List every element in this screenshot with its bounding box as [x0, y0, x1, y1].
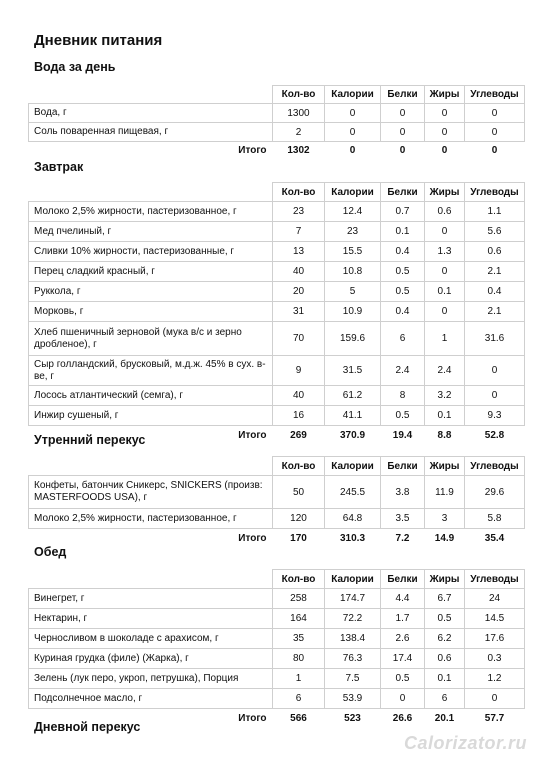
col-fat: Жиры — [425, 457, 465, 476]
qty: 2 — [273, 123, 325, 142]
total-kcal: 310.3 — [339, 533, 366, 545]
qty: 9 — [273, 356, 325, 386]
carbs: 9.3 — [465, 406, 525, 426]
qty: 16 — [273, 406, 325, 426]
kcal: 53.9 — [325, 689, 381, 709]
table-row — [29, 262, 525, 282]
qty: 6 — [273, 689, 325, 709]
fat: 6.7 — [425, 589, 465, 609]
table-water — [28, 85, 525, 160]
col-carbs: Углеводы — [465, 570, 525, 589]
protein: 0 — [381, 689, 425, 709]
table-breakfast — [28, 182, 525, 446]
food-name: Перец сладкий красный, г — [29, 262, 273, 282]
qty: 120 — [273, 509, 325, 529]
food-name: Черносливом в шоколаде с арахисом, г — [29, 629, 273, 649]
col-kcal: Калории — [325, 183, 381, 202]
table-row — [29, 406, 525, 426]
kcal: 159.6 — [325, 322, 381, 356]
total-row — [29, 529, 525, 549]
table-lunch — [28, 569, 525, 729]
kcal: 64.8 — [325, 509, 381, 529]
food-name: Молоко 2,5% жирности, пастеризованное, г — [29, 202, 273, 222]
carbs: 0 — [465, 104, 525, 123]
total-carbs: 0 — [491, 145, 498, 157]
total-qty: 269 — [290, 430, 307, 442]
qty: 20 — [273, 282, 325, 302]
total-fat: 8.8 — [437, 430, 452, 442]
col-protein: Белки — [381, 183, 425, 202]
carbs: 0 — [465, 123, 525, 142]
kcal: 76.3 — [325, 649, 381, 669]
qty: 40 — [273, 386, 325, 406]
col-qty: Кол-во — [273, 457, 325, 476]
qty: 31 — [273, 302, 325, 322]
protein: 0.5 — [381, 669, 425, 689]
header-blank — [29, 86, 273, 104]
kcal: 12.4 — [325, 202, 381, 222]
kcal: 0 — [325, 104, 381, 123]
total-row — [29, 142, 525, 160]
total-kcal: 370.9 — [339, 430, 366, 442]
fat: 0.1 — [425, 406, 465, 426]
protein: 3.5 — [381, 509, 425, 529]
table-row — [29, 282, 525, 302]
col-fat: Жиры — [425, 86, 465, 104]
watermark-logo: Calorizator.ru — [403, 733, 527, 753]
col-qty: Кол-во — [273, 86, 325, 104]
kcal: 7.5 — [325, 669, 381, 689]
food-name: Соль поваренная пищевая, г — [29, 123, 273, 142]
section-title-breakfast: Завтрак — [34, 160, 84, 174]
food-name: Вода, г — [29, 104, 273, 123]
table-row — [29, 222, 525, 242]
col-carbs: Углеводы — [465, 183, 525, 202]
protein: 2.6 — [381, 629, 425, 649]
qty: 50 — [273, 476, 325, 509]
kcal: 138.4 — [325, 629, 381, 649]
table-row — [29, 104, 525, 123]
qty: 1300 — [273, 104, 325, 123]
kcal: 5 — [325, 282, 381, 302]
carbs: 2.1 — [465, 302, 525, 322]
fat: 0 — [425, 123, 465, 142]
col-protein: Белки — [381, 570, 425, 589]
protein: 8 — [381, 386, 425, 406]
table-row — [29, 629, 525, 649]
total-kcal: 0 — [349, 145, 356, 157]
protein: 0.4 — [381, 242, 425, 262]
protein: 0.1 — [381, 222, 425, 242]
col-qty: Кол-во — [273, 570, 325, 589]
qty: 35 — [273, 629, 325, 649]
table-row — [29, 386, 525, 406]
col-protein: Белки — [381, 457, 425, 476]
protein: 0.4 — [381, 302, 425, 322]
fat: 6 — [425, 689, 465, 709]
food-name: Конфеты, батончик Сникерс, SNICKERS (произв: MASTERFOODS USA), г — [29, 476, 273, 509]
kcal: 31.5 — [325, 356, 381, 386]
carbs: 24 — [465, 589, 525, 609]
carbs: 0 — [465, 356, 525, 386]
carbs: 17.6 — [465, 629, 525, 649]
carbs: 0.3 — [465, 649, 525, 669]
total-label: Итого — [238, 145, 267, 157]
qty: 1 — [273, 669, 325, 689]
fat: 0.6 — [425, 649, 465, 669]
fat: 1.3 — [425, 242, 465, 262]
food-name: Нектарин, г — [29, 609, 273, 629]
food-name: Сыр голландский, брусковый, м.д.ж. 45% в сух. в-ве, г — [29, 356, 273, 386]
col-fat: Жиры — [425, 183, 465, 202]
fat: 3.2 — [425, 386, 465, 406]
col-kcal: Калории — [325, 86, 381, 104]
total-protein: 19.4 — [392, 430, 413, 442]
total-qty: 1302 — [287, 145, 310, 157]
col-kcal: Калории — [325, 570, 381, 589]
table-row — [29, 302, 525, 322]
fat: 0.1 — [425, 282, 465, 302]
protein: 0.7 — [381, 202, 425, 222]
total-qty: 566 — [290, 713, 307, 725]
total-label: Итого — [238, 430, 267, 442]
carbs: 29.6 — [465, 476, 525, 509]
fat: 0.1 — [425, 669, 465, 689]
qty: 40 — [273, 262, 325, 282]
total-fat: 14.9 — [434, 533, 455, 545]
kcal: 10.9 — [325, 302, 381, 322]
food-name: Хлеб пшеничный зерновой (мука в/с и зерно дробленое), г — [29, 322, 273, 356]
section-title-morning-snack: Утренний перекус — [34, 433, 146, 447]
carbs: 0.6 — [465, 242, 525, 262]
total-protein: 7.2 — [395, 533, 410, 545]
carbs: 5.8 — [465, 509, 525, 529]
kcal: 10.8 — [325, 262, 381, 282]
table-row — [29, 356, 525, 386]
food-name: Винегрет, г — [29, 589, 273, 609]
total-carbs: 57.7 — [484, 713, 505, 725]
section-title-lunch: Обед — [34, 545, 67, 559]
protein: 1.7 — [381, 609, 425, 629]
food-name: Молоко 2,5% жирности, пастеризованное, г — [29, 509, 273, 529]
fat: 0 — [425, 302, 465, 322]
total-carbs: 52.8 — [484, 430, 505, 442]
food-name: Куриная грудка (филе) (Жарка), г — [29, 649, 273, 669]
protein: 3.8 — [381, 476, 425, 509]
col-protein: Белки — [381, 86, 425, 104]
table-row — [29, 689, 525, 709]
carbs: 2.1 — [465, 262, 525, 282]
header-blank — [29, 457, 273, 476]
table-row — [29, 242, 525, 262]
food-name: Подсолнечное масло, г — [29, 689, 273, 709]
total-protein: 26.6 — [392, 713, 413, 725]
kcal: 41.1 — [325, 406, 381, 426]
qty: 23 — [273, 202, 325, 222]
header-blank — [29, 183, 273, 202]
food-name: Мед пчелиный, г — [29, 222, 273, 242]
protein: 4.4 — [381, 589, 425, 609]
carbs: 1.2 — [465, 669, 525, 689]
qty: 164 — [273, 609, 325, 629]
section-title-water: Вода за день — [34, 60, 116, 74]
carbs: 0.4 — [465, 282, 525, 302]
fat: 0 — [425, 262, 465, 282]
carbs: 31.6 — [465, 322, 525, 356]
table-row — [29, 609, 525, 629]
header-blank — [29, 570, 273, 589]
total-kcal: 523 — [344, 713, 361, 725]
food-name: Морковь, г — [29, 302, 273, 322]
fat: 0 — [425, 104, 465, 123]
total-label: Итого — [238, 713, 267, 725]
protein: 0 — [381, 104, 425, 123]
fat: 0.6 — [425, 202, 465, 222]
table-row — [29, 509, 525, 529]
col-carbs: Углеводы — [465, 457, 525, 476]
col-qty: Кол-во — [273, 183, 325, 202]
table-row — [29, 202, 525, 222]
protein: 0.5 — [381, 406, 425, 426]
fat: 3 — [425, 509, 465, 529]
table-row — [29, 649, 525, 669]
qty: 70 — [273, 322, 325, 356]
table-row — [29, 322, 525, 356]
total-qty: 170 — [290, 533, 307, 545]
food-name: Руккола, г — [29, 282, 273, 302]
kcal: 174.7 — [325, 589, 381, 609]
fat: 6.2 — [425, 629, 465, 649]
qty: 7 — [273, 222, 325, 242]
protein: 17.4 — [381, 649, 425, 669]
food-name: Сливки 10% жирности, пастеризованные, г — [29, 242, 273, 262]
table-row — [29, 589, 525, 609]
protein: 0.5 — [381, 282, 425, 302]
fat: 0.5 — [425, 609, 465, 629]
food-name: Зелень (лук перо, укроп, петрушка), Порция — [29, 669, 273, 689]
kcal: 23 — [325, 222, 381, 242]
total-label: Итого — [238, 533, 267, 545]
kcal: 0 — [325, 123, 381, 142]
protein: 6 — [381, 322, 425, 356]
qty: 13 — [273, 242, 325, 262]
fat: 0 — [425, 222, 465, 242]
food-name: Лосось атлантический (семга), г — [29, 386, 273, 406]
total-fat: 20.1 — [434, 713, 455, 725]
kcal: 245.5 — [325, 476, 381, 509]
protein: 2.4 — [381, 356, 425, 386]
carbs: 1.1 — [465, 202, 525, 222]
table-row — [29, 476, 525, 509]
total-protein: 0 — [399, 145, 406, 157]
table-row — [29, 123, 525, 142]
food-name: Инжир сушеный, г — [29, 406, 273, 426]
qty: 80 — [273, 649, 325, 669]
col-fat: Жиры — [425, 570, 465, 589]
carbs: 0 — [465, 689, 525, 709]
col-carbs: Углеводы — [465, 86, 525, 104]
total-carbs: 35.4 — [484, 533, 505, 545]
kcal: 72.2 — [325, 609, 381, 629]
qty: 258 — [273, 589, 325, 609]
section-title-afternoon-snack: Дневной перекус — [34, 720, 141, 734]
col-kcal: Калории — [325, 457, 381, 476]
protein: 0 — [381, 123, 425, 142]
kcal: 15.5 — [325, 242, 381, 262]
fat: 1 — [425, 322, 465, 356]
fat: 2.4 — [425, 356, 465, 386]
kcal: 61.2 — [325, 386, 381, 406]
carbs: 0 — [465, 386, 525, 406]
page-title: Дневник питания — [34, 32, 163, 49]
table-row — [29, 669, 525, 689]
carbs: 5.6 — [465, 222, 525, 242]
carbs: 14.5 — [465, 609, 525, 629]
protein: 0.5 — [381, 262, 425, 282]
fat: 11.9 — [425, 476, 465, 509]
table-morning-snack — [28, 456, 525, 549]
total-fat: 0 — [441, 145, 448, 157]
